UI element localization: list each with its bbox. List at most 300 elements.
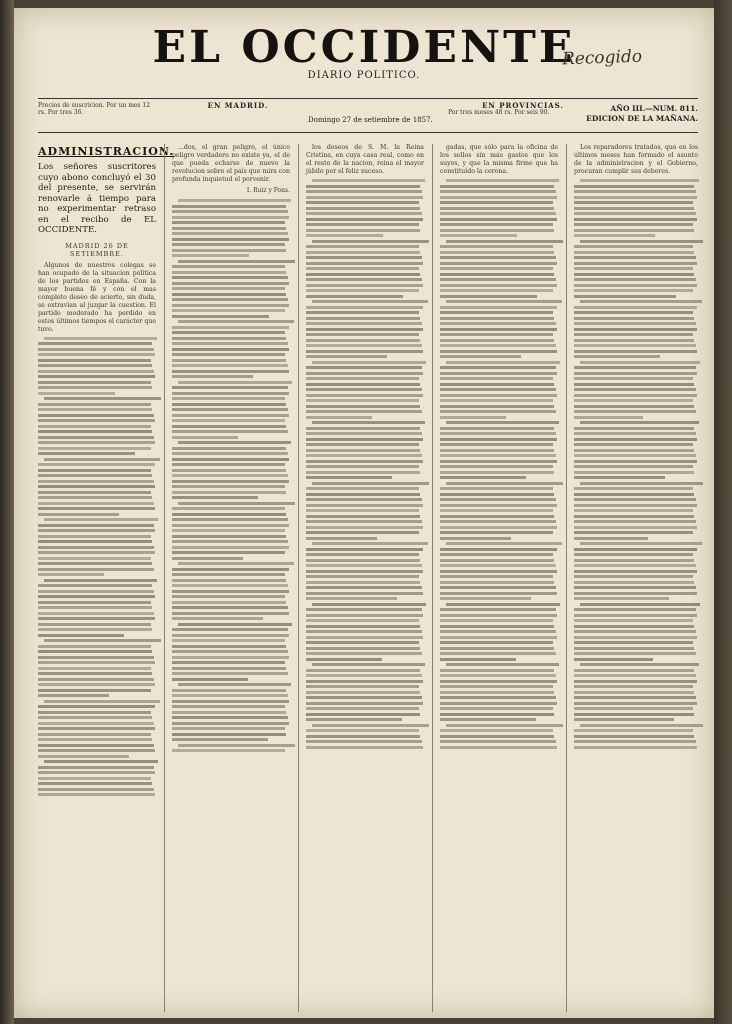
text-line	[574, 416, 643, 419]
text-line	[38, 348, 154, 351]
text-line	[38, 683, 155, 686]
text-line	[38, 590, 154, 593]
text-line	[306, 229, 420, 232]
text-line	[38, 716, 152, 719]
text-line	[44, 397, 161, 400]
text-line	[172, 634, 289, 637]
text-line	[440, 581, 554, 584]
madrid-notice	[38, 102, 158, 116]
text-line	[306, 234, 383, 237]
text-line	[440, 405, 554, 408]
text-line	[440, 669, 554, 672]
text-line	[574, 256, 696, 259]
text-line	[172, 403, 286, 406]
text-line	[38, 436, 154, 439]
text-line	[172, 705, 285, 708]
text-line	[172, 507, 285, 510]
text-line	[178, 199, 291, 202]
text-line	[440, 339, 554, 342]
text-line	[172, 331, 285, 334]
text-line	[306, 355, 387, 358]
text-line	[446, 361, 560, 364]
text-line	[440, 658, 516, 661]
text-line	[574, 614, 697, 617]
text-line	[306, 509, 419, 512]
text-line	[172, 436, 238, 439]
text-line	[306, 383, 420, 386]
issue-number-block	[586, 104, 698, 124]
text-line	[306, 548, 423, 551]
text-line	[440, 427, 554, 430]
text-line	[580, 300, 702, 303]
masthead-title: EL OCCIDENTE	[152, 22, 576, 73]
text-line	[306, 284, 423, 287]
text-line	[440, 570, 557, 573]
text-line	[574, 267, 693, 270]
text-line	[306, 471, 420, 474]
text-line	[440, 207, 554, 210]
text-line	[306, 729, 419, 732]
text-line	[574, 498, 696, 501]
text-line	[44, 700, 160, 703]
text-line	[172, 447, 286, 450]
text-line	[574, 438, 697, 441]
text-line	[38, 573, 104, 576]
text-line	[440, 333, 553, 336]
text-line	[38, 793, 155, 796]
text-line	[38, 414, 154, 417]
text-line	[172, 617, 263, 620]
text-line	[172, 221, 285, 224]
text-line	[574, 559, 694, 562]
text-line	[574, 383, 694, 386]
text-line	[172, 518, 288, 521]
text-line	[574, 526, 697, 529]
text-line	[440, 674, 556, 677]
text-line	[172, 353, 285, 356]
text-line	[172, 722, 289, 725]
text-line	[574, 427, 694, 430]
text-line	[172, 711, 286, 714]
text-line	[574, 718, 674, 721]
text-line	[440, 471, 554, 474]
text-line	[574, 284, 697, 287]
text-line	[446, 542, 562, 545]
text-line	[172, 452, 288, 455]
text-line	[178, 381, 292, 384]
text-line	[38, 551, 155, 554]
text-line	[38, 755, 129, 758]
text-line	[172, 342, 288, 345]
text-line	[440, 493, 554, 496]
text-line	[574, 504, 697, 507]
text-line	[440, 526, 557, 529]
text-line	[38, 524, 154, 527]
text-line	[574, 344, 696, 347]
text-line	[440, 465, 553, 468]
text-line	[172, 573, 285, 576]
text-line	[574, 388, 696, 391]
text-line	[574, 548, 697, 551]
text-line	[306, 520, 422, 523]
text-line	[440, 729, 553, 732]
text-line	[38, 766, 154, 769]
text-line	[440, 394, 557, 397]
text-line	[38, 529, 155, 532]
text-line	[306, 372, 423, 375]
text-line	[38, 727, 155, 730]
issue-date: Domingo 27 de setiembre de 1857.	[308, 116, 433, 124]
text-line	[172, 639, 285, 642]
text-line	[440, 416, 506, 419]
text-line	[440, 410, 556, 413]
text-line	[440, 740, 556, 743]
text-line	[38, 480, 154, 483]
text-line	[440, 608, 556, 611]
text-line	[172, 205, 286, 208]
text-line	[172, 271, 286, 274]
text-line	[38, 584, 152, 587]
text-line	[38, 661, 155, 664]
text-line	[306, 713, 420, 716]
text-line	[38, 678, 154, 681]
text-line	[172, 210, 288, 213]
text-line	[172, 568, 289, 571]
text-line	[574, 630, 696, 633]
text-line	[312, 663, 425, 666]
text-line	[172, 238, 289, 241]
text-line	[306, 196, 423, 199]
text-line	[38, 782, 152, 785]
text-line	[306, 185, 420, 188]
text-line	[574, 366, 696, 369]
text-line	[574, 586, 696, 589]
text-line	[38, 540, 152, 543]
text-line	[574, 597, 669, 600]
newspaper-page	[14, 8, 714, 1018]
column-divider	[432, 144, 433, 1012]
column-divider	[164, 144, 165, 1012]
text-line	[446, 179, 559, 182]
text-line	[446, 663, 559, 666]
text-line	[306, 438, 423, 441]
text-line	[172, 667, 286, 670]
text-line	[440, 317, 554, 320]
text-line	[38, 507, 155, 510]
text-line	[306, 333, 419, 336]
text-line	[574, 575, 693, 578]
text-line	[306, 702, 423, 705]
text-line	[440, 377, 553, 380]
column-4-filler	[440, 179, 558, 749]
text-line	[38, 353, 155, 356]
text-line	[440, 218, 557, 221]
text-line	[574, 696, 696, 699]
text-line	[306, 201, 419, 204]
text-line	[574, 625, 694, 628]
text-line	[446, 240, 563, 243]
text-line	[312, 724, 429, 727]
text-line	[440, 223, 553, 226]
text-line	[38, 694, 109, 697]
text-line	[38, 370, 154, 373]
text-line	[172, 469, 286, 472]
text-line	[172, 337, 286, 340]
text-line	[440, 372, 557, 375]
text-line	[440, 185, 554, 188]
text-line	[440, 438, 557, 441]
text-line	[306, 273, 420, 276]
text-line	[172, 315, 269, 318]
text-line	[38, 386, 152, 389]
text-line	[306, 344, 422, 347]
column-5-filler	[574, 179, 698, 749]
signature: I. Ruiz y Pons.	[246, 187, 290, 194]
text-line	[306, 652, 422, 655]
column-2-filler	[172, 199, 290, 752]
text-line	[574, 443, 693, 446]
text-line	[306, 586, 422, 589]
text-line	[306, 614, 423, 617]
text-line	[306, 696, 422, 699]
text-line	[574, 460, 697, 463]
text-line	[306, 625, 420, 628]
text-line	[172, 370, 289, 373]
text-line	[574, 685, 693, 688]
text-line	[306, 487, 419, 490]
text-line	[178, 441, 291, 444]
text-line	[440, 630, 556, 633]
text-line	[306, 245, 419, 248]
text-line	[306, 630, 422, 633]
text-line	[574, 223, 693, 226]
text-line	[440, 366, 556, 369]
text-line	[440, 592, 557, 595]
text-line	[172, 232, 288, 235]
text-line	[44, 639, 161, 642]
text-line	[38, 408, 152, 411]
text-line	[312, 300, 428, 303]
text-line	[38, 689, 151, 692]
text-line	[306, 454, 422, 457]
text-line	[574, 537, 648, 540]
text-line	[306, 399, 419, 402]
text-line	[574, 641, 693, 644]
text-line	[574, 405, 694, 408]
text-line	[440, 746, 557, 749]
text-line	[580, 724, 703, 727]
text-line	[440, 262, 557, 265]
text-line	[440, 548, 557, 551]
text-line	[574, 328, 697, 331]
text-line	[306, 740, 422, 743]
text-line	[38, 491, 151, 494]
text-line	[574, 399, 693, 402]
text-line	[306, 537, 377, 540]
text-line	[38, 441, 155, 444]
text-line	[440, 460, 557, 463]
text-line	[574, 289, 693, 292]
text-line	[440, 586, 556, 589]
text-line	[306, 680, 423, 683]
handwritten-annotation: Recogido	[561, 46, 643, 70]
text-line	[172, 282, 289, 285]
text-line	[580, 240, 703, 243]
text-line	[580, 603, 700, 606]
text-line	[306, 691, 420, 694]
text-line	[574, 465, 693, 468]
text-line	[306, 443, 419, 446]
text-line	[178, 320, 294, 323]
text-line	[574, 322, 696, 325]
text-line	[440, 350, 557, 353]
text-line	[306, 306, 423, 309]
text-line	[306, 465, 419, 468]
text-line	[178, 260, 295, 263]
text-line	[172, 397, 285, 400]
text-line	[38, 623, 151, 626]
text-line	[574, 185, 694, 188]
text-line	[38, 342, 152, 345]
issue-number: AÑO III.—NUM. 811.	[610, 104, 698, 113]
text-line	[306, 746, 423, 749]
text-line	[44, 518, 158, 521]
text-line	[574, 740, 696, 743]
text-line	[574, 619, 693, 622]
text-line	[178, 562, 294, 565]
text-line	[172, 348, 289, 351]
text-line	[574, 196, 697, 199]
text-line	[440, 201, 553, 204]
text-line	[44, 337, 157, 340]
text-line	[172, 359, 286, 362]
text-line	[580, 542, 702, 545]
text-line	[574, 674, 696, 677]
text-line	[306, 597, 397, 600]
madrid-block	[168, 102, 308, 109]
text-line	[306, 267, 419, 270]
text-line	[172, 595, 285, 598]
text-line	[38, 513, 119, 516]
text-line	[306, 608, 422, 611]
text-line	[38, 562, 152, 565]
text-line	[172, 216, 289, 219]
text-line	[306, 410, 422, 413]
text-line	[38, 359, 151, 362]
text-line	[38, 722, 154, 725]
text-line	[172, 540, 288, 543]
text-line	[306, 322, 422, 325]
text-line	[38, 364, 152, 367]
text-line	[306, 498, 422, 501]
text-line	[306, 251, 420, 254]
text-line	[38, 771, 155, 774]
text-line	[306, 707, 419, 710]
text-line	[574, 652, 696, 655]
text-line	[440, 328, 557, 331]
text-line	[306, 311, 419, 314]
text-line	[38, 452, 135, 455]
text-line	[306, 366, 422, 369]
text-line	[574, 350, 697, 353]
provinces-label: EN PROVINCIAS.	[482, 101, 564, 110]
text-line	[172, 496, 258, 499]
text-line	[172, 485, 285, 488]
text-line	[306, 295, 403, 298]
text-line	[440, 383, 554, 386]
text-line	[38, 447, 151, 450]
column-2	[172, 144, 290, 1012]
text-line	[440, 531, 553, 534]
text-line	[172, 656, 289, 659]
text-line	[440, 355, 521, 358]
text-line	[440, 509, 553, 512]
text-line	[38, 425, 151, 428]
text-line	[440, 641, 553, 644]
text-line	[172, 298, 288, 301]
column-3-text: los deseos de S. M. la Reina Cristina, en cuya casa real, como en el resto de la nacion, reina el mayor júbilo por el feliz suceso.	[306, 144, 424, 175]
text-line	[306, 212, 422, 215]
text-line	[172, 265, 285, 268]
subscriber-notice: Los señores suscritores cuyo abono concluyó el 30 del presente, se servirán renovarle á tiempo para no experimentar retraso en el recibo de EL OCCIDENTE.	[38, 162, 156, 235]
text-line	[306, 317, 420, 320]
text-line	[440, 245, 553, 248]
text-line	[306, 641, 419, 644]
text-line	[172, 716, 288, 719]
text-line	[440, 680, 557, 683]
text-line	[38, 777, 151, 780]
column-divider	[566, 144, 567, 1012]
text-line	[440, 454, 556, 457]
text-line	[172, 243, 285, 246]
text-line	[172, 304, 289, 307]
text-line	[440, 696, 556, 699]
text-line	[312, 421, 425, 424]
text-line	[440, 267, 553, 270]
text-line	[306, 674, 422, 677]
text-line	[574, 520, 696, 523]
text-line	[440, 251, 554, 254]
text-line	[172, 612, 289, 615]
text-line	[574, 746, 697, 749]
header-info-band	[38, 102, 698, 130]
text-line	[580, 421, 699, 424]
column-2-text: ...dos, el gran peligro, el único peligro verdadero no existe ya, el de que pueda echarse de nuevo la revolucion sobre el país que mira con profunda inquietud el porvenir.	[172, 144, 290, 183]
text-line	[178, 744, 295, 747]
provinces-block	[448, 102, 598, 116]
text-line	[172, 419, 285, 422]
text-line	[172, 551, 285, 554]
text-line	[172, 546, 289, 549]
header-rule-bottom	[38, 132, 698, 133]
text-line	[172, 287, 285, 290]
text-line	[306, 388, 422, 391]
text-line	[440, 619, 553, 622]
text-line	[172, 535, 286, 538]
text-line	[440, 685, 553, 688]
text-line	[306, 647, 420, 650]
text-line	[574, 410, 696, 413]
text-line	[38, 733, 151, 736]
text-line	[574, 658, 653, 661]
text-line	[172, 425, 286, 428]
text-line	[574, 262, 697, 265]
text-line	[574, 680, 697, 683]
text-line	[306, 405, 420, 408]
text-line	[306, 427, 420, 430]
column-divider	[298, 144, 299, 1012]
text-line	[38, 612, 154, 615]
